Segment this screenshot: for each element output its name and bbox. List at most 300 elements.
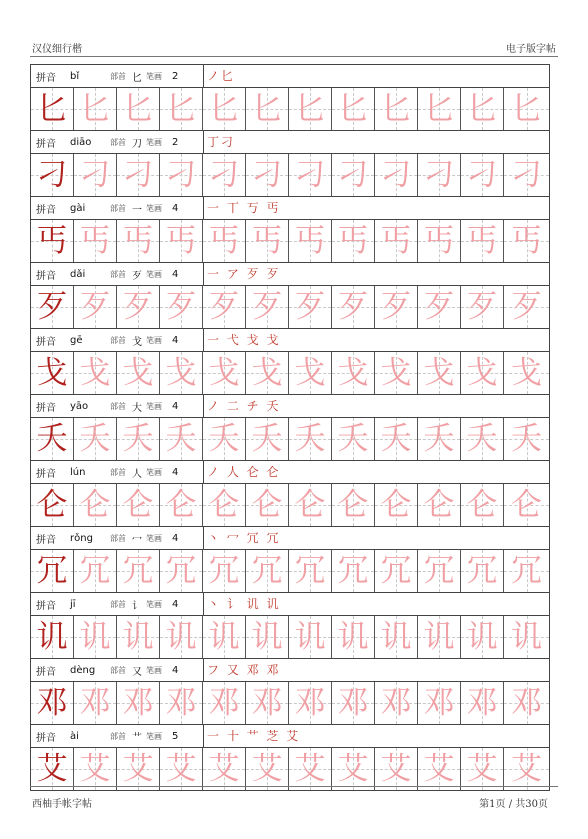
tracing-cell[interactable] <box>74 484 117 526</box>
tracing-character: 丐 <box>294 222 326 259</box>
pinyin-value: ài <box>70 730 79 742</box>
pinyin-value: gē <box>70 334 83 346</box>
model-character: 冗 <box>36 552 68 589</box>
tracing-cell[interactable] <box>289 550 332 592</box>
tracing-cell[interactable] <box>461 748 504 790</box>
tracing-character: 艾 <box>122 750 154 787</box>
radical-value: 戈 <box>132 336 142 348</box>
tracing-cell[interactable] <box>504 286 549 328</box>
stroke-count: 4 <box>172 268 179 280</box>
tracing-character: 邓 <box>466 684 498 721</box>
tracing-character: 丐 <box>122 222 154 259</box>
tracing-character: 刁 <box>380 156 412 193</box>
radical-value: 冖 <box>132 534 142 546</box>
tracing-character: 艾 <box>466 750 498 787</box>
strokes-label: 笔画 <box>146 401 162 411</box>
tracing-cell[interactable] <box>203 154 246 196</box>
tracing-character: 冗 <box>79 552 111 589</box>
tracing-character: 歹 <box>251 288 283 325</box>
tracing-cell[interactable] <box>418 220 461 262</box>
tracing-character: 歹 <box>79 288 111 325</box>
tracing-cell[interactable] <box>332 220 375 262</box>
tracing-cell[interactable] <box>203 220 246 262</box>
pinyin-label: 拼音 <box>36 666 56 678</box>
tracing-character: 匕 <box>337 90 369 127</box>
info-divider <box>203 725 204 747</box>
tracing-character: 夭 <box>294 420 326 457</box>
tracing-cell[interactable] <box>203 418 246 460</box>
tracing-character: 丐 <box>208 222 240 259</box>
practice-sheet <box>30 64 550 791</box>
tracing-cell[interactable] <box>160 748 203 790</box>
radical-label: 部首 <box>110 533 126 543</box>
character-entry <box>31 395 549 461</box>
radical-label: 部首 <box>110 71 126 81</box>
practice-grid-row <box>31 154 549 197</box>
header-divider <box>30 56 558 57</box>
tracing-cell[interactable] <box>418 88 461 130</box>
tracing-character: 仑 <box>294 486 326 523</box>
tracing-cell[interactable] <box>160 682 203 724</box>
tracing-cell[interactable] <box>375 352 418 394</box>
tracing-cell[interactable] <box>375 682 418 724</box>
tracing-cell[interactable] <box>246 748 289 790</box>
tracing-cell[interactable] <box>246 550 289 592</box>
tracing-character: 邓 <box>122 684 154 721</box>
tracing-cell[interactable] <box>160 352 203 394</box>
tracing-cell[interactable] <box>160 418 203 460</box>
tracing-cell[interactable] <box>203 352 246 394</box>
pinyin-label: 拼音 <box>36 402 56 414</box>
pinyin-label: 拼音 <box>36 336 56 348</box>
tracing-character: 邓 <box>165 684 197 721</box>
tracing-character: 歹 <box>466 288 498 325</box>
tracing-cell[interactable] <box>160 154 203 196</box>
stroke-order: フ 又 邓 邓 <box>207 663 281 677</box>
tracing-cell[interactable] <box>203 682 246 724</box>
practice-grid-row <box>31 418 549 461</box>
tracing-character: 仑 <box>380 486 412 523</box>
tracing-cell[interactable] <box>332 616 375 658</box>
character-entry <box>31 65 549 131</box>
strokes-label: 笔画 <box>146 335 162 345</box>
character-info-row <box>31 527 549 550</box>
tracing-character: 艾 <box>337 750 369 787</box>
tracing-character: 冗 <box>165 552 197 589</box>
tracing-character: 匕 <box>380 90 412 127</box>
pinyin-label: 拼音 <box>36 600 56 612</box>
tracing-cell[interactable] <box>117 286 160 328</box>
model-character-cell[interactable] <box>31 88 74 130</box>
tracing-character: 仑 <box>122 486 154 523</box>
stroke-order: ノ 二 チ 夭 <box>207 399 281 413</box>
tracing-cell[interactable] <box>160 484 203 526</box>
info-divider <box>203 263 204 285</box>
tracing-cell[interactable] <box>332 748 375 790</box>
tracing-cell[interactable] <box>418 418 461 460</box>
tracing-character: 冗 <box>122 552 154 589</box>
tracing-cell[interactable] <box>246 286 289 328</box>
tracing-cell[interactable] <box>74 286 117 328</box>
character-entry <box>31 263 549 329</box>
tracing-cell[interactable] <box>203 88 246 130</box>
tracing-cell[interactable] <box>117 154 160 196</box>
model-character-cell[interactable] <box>31 682 74 724</box>
model-character: 邓 <box>36 684 68 721</box>
model-character: 丐 <box>36 222 68 259</box>
pinyin-label: 拼音 <box>36 534 56 546</box>
tracing-character: 讥 <box>165 618 197 655</box>
tracing-cell[interactable] <box>246 220 289 262</box>
tracing-cell[interactable] <box>160 220 203 262</box>
tracing-cell[interactable] <box>117 682 160 724</box>
tracing-cell[interactable] <box>461 484 504 526</box>
tracing-cell[interactable] <box>289 682 332 724</box>
tracing-character: 刁 <box>423 156 455 193</box>
tracing-character: 戈 <box>122 354 154 391</box>
tracing-character: 冗 <box>208 552 240 589</box>
tracing-cell[interactable] <box>74 550 117 592</box>
character-entry <box>31 329 549 395</box>
tracing-cell[interactable] <box>418 484 461 526</box>
tracing-character: 艾 <box>423 750 455 787</box>
stroke-order: 一 丅 丂 丐 <box>207 201 281 215</box>
tracing-cell[interactable] <box>504 748 549 790</box>
tracing-character: 丐 <box>511 222 542 259</box>
tracing-cell[interactable] <box>203 550 246 592</box>
tracing-character: 歹 <box>337 288 369 325</box>
tracing-character: 匕 <box>208 90 240 127</box>
tracing-cell[interactable] <box>504 88 549 130</box>
tracing-character: 丐 <box>380 222 412 259</box>
model-character-cell[interactable] <box>31 352 74 394</box>
tracing-cell[interactable] <box>332 154 375 196</box>
tracing-cell[interactable] <box>375 484 418 526</box>
model-character-cell[interactable] <box>31 154 74 196</box>
character-info-row <box>31 659 549 682</box>
tracing-character: 邓 <box>294 684 326 721</box>
tracing-character: 刁 <box>466 156 498 193</box>
document-type: 电子版字帖 <box>506 44 556 55</box>
pinyin-value: dǎi <box>70 268 86 280</box>
model-character-cell[interactable] <box>31 550 74 592</box>
info-divider <box>203 131 204 153</box>
tracing-character: 丐 <box>165 222 197 259</box>
info-divider <box>203 461 204 483</box>
tracing-cell[interactable] <box>289 352 332 394</box>
tracing-cell[interactable] <box>289 286 332 328</box>
tracing-cell[interactable] <box>117 418 160 460</box>
tracing-cell[interactable] <box>375 550 418 592</box>
tracing-character: 夭 <box>423 420 455 457</box>
tracing-cell[interactable] <box>74 154 117 196</box>
info-divider <box>203 527 204 549</box>
tracing-character: 邓 <box>337 684 369 721</box>
radical-value: 匕 <box>132 72 142 84</box>
strokes-label: 笔画 <box>146 203 162 213</box>
page-indicator: 第1页 / 共30页 <box>479 799 548 810</box>
tracing-cell[interactable] <box>117 748 160 790</box>
stroke-order: 丶 讠 讥 讥 <box>207 597 281 611</box>
tracing-character: 艾 <box>380 750 412 787</box>
tracing-cell[interactable] <box>160 616 203 658</box>
tracing-cell[interactable] <box>246 616 289 658</box>
font-name: 汉仪细行楷 <box>32 44 82 55</box>
pinyin-value: bǐ <box>70 70 80 82</box>
tracing-character: 讥 <box>79 618 111 655</box>
stroke-order: 一 ア 歹 歹 <box>207 267 281 281</box>
model-character: 艾 <box>36 750 68 787</box>
tracing-character: 丐 <box>466 222 498 259</box>
tracing-cell[interactable] <box>461 682 504 724</box>
tracing-cell[interactable] <box>375 418 418 460</box>
info-divider <box>203 329 204 351</box>
tracing-cell[interactable] <box>332 484 375 526</box>
tracing-cell[interactable] <box>418 550 461 592</box>
info-divider <box>203 197 204 219</box>
character-entry <box>31 131 549 197</box>
model-character: 讥 <box>36 618 68 655</box>
tracing-cell[interactable] <box>375 88 418 130</box>
tracing-cell[interactable] <box>461 220 504 262</box>
character-info-row <box>31 395 549 418</box>
tracing-cell[interactable] <box>461 616 504 658</box>
strokes-label: 笔画 <box>146 137 162 147</box>
tracing-cell[interactable] <box>332 286 375 328</box>
tracing-cell[interactable] <box>375 616 418 658</box>
info-divider <box>203 659 204 681</box>
tracing-character: 匕 <box>165 90 197 127</box>
tracing-cell[interactable] <box>74 88 117 130</box>
tracing-cell[interactable] <box>246 88 289 130</box>
tracing-cell[interactable] <box>289 88 332 130</box>
info-divider <box>203 593 204 615</box>
tracing-cell[interactable] <box>74 418 117 460</box>
tracing-cell[interactable] <box>504 484 549 526</box>
tracing-cell[interactable] <box>160 550 203 592</box>
tracing-character: 匕 <box>466 90 498 127</box>
tracing-cell[interactable] <box>461 352 504 394</box>
tracing-cell[interactable] <box>375 748 418 790</box>
strokes-label: 笔画 <box>146 731 162 741</box>
model-character-cell[interactable] <box>31 220 74 262</box>
radical-value: 又 <box>132 666 142 678</box>
tracing-character: 刁 <box>251 156 283 193</box>
tracing-cell[interactable] <box>418 616 461 658</box>
tracing-cell[interactable] <box>74 220 117 262</box>
tracing-character: 戈 <box>165 354 197 391</box>
tracing-cell[interactable] <box>461 154 504 196</box>
character-info-row <box>31 725 549 748</box>
radical-label: 部首 <box>110 203 126 213</box>
tracing-character: 丐 <box>79 222 111 259</box>
tracing-character: 戈 <box>208 354 240 391</box>
practice-grid-row <box>31 616 549 659</box>
tracing-character: 讥 <box>466 618 498 655</box>
tracing-cell[interactable] <box>74 748 117 790</box>
pinyin-label: 拼音 <box>36 732 56 744</box>
tracing-character: 冗 <box>337 552 369 589</box>
radical-value: 一 <box>132 204 142 216</box>
tracing-cell[interactable] <box>461 550 504 592</box>
tracing-character: 歹 <box>208 288 240 325</box>
tracing-character: 冗 <box>251 552 283 589</box>
tracing-character: 冗 <box>380 552 412 589</box>
practice-grid-row <box>31 88 549 131</box>
tracing-character: 仑 <box>337 486 369 523</box>
pinyin-label: 拼音 <box>36 468 56 480</box>
tracing-cell[interactable] <box>289 748 332 790</box>
tracing-cell[interactable] <box>203 286 246 328</box>
pinyin-value: jī <box>70 598 76 610</box>
tracing-character: 邓 <box>208 684 240 721</box>
tracing-character: 冗 <box>423 552 455 589</box>
tracing-cell[interactable] <box>289 220 332 262</box>
tracing-cell[interactable] <box>375 154 418 196</box>
tracing-cell[interactable] <box>332 550 375 592</box>
tracing-character: 邓 <box>380 684 412 721</box>
tracing-cell[interactable] <box>504 616 549 658</box>
tracing-cell[interactable] <box>418 154 461 196</box>
stroke-order: 丁刁 <box>207 135 236 149</box>
practice-grid-row <box>31 352 549 395</box>
tracing-cell[interactable] <box>504 418 549 460</box>
tracing-character: 歹 <box>165 288 197 325</box>
tracing-cell[interactable] <box>332 682 375 724</box>
tracing-cell[interactable] <box>246 154 289 196</box>
tracing-cell[interactable] <box>504 154 549 196</box>
tracing-cell[interactable] <box>504 220 549 262</box>
tracing-cell[interactable] <box>289 154 332 196</box>
pinyin-value: lún <box>70 466 86 478</box>
stroke-order: ノ匕 <box>207 69 236 83</box>
tracing-cell[interactable] <box>246 484 289 526</box>
model-character-cell[interactable] <box>31 616 74 658</box>
tracing-cell[interactable] <box>504 352 549 394</box>
tracing-cell[interactable] <box>117 88 160 130</box>
tracing-cell[interactable] <box>203 616 246 658</box>
tracing-cell[interactable] <box>375 286 418 328</box>
tracing-cell[interactable] <box>418 286 461 328</box>
tracing-cell[interactable] <box>117 220 160 262</box>
tracing-cell[interactable] <box>289 484 332 526</box>
tracing-cell[interactable] <box>418 748 461 790</box>
radical-label: 部首 <box>110 467 126 477</box>
tracing-character: 戈 <box>423 354 455 391</box>
tracing-cell[interactable] <box>418 682 461 724</box>
radical-label: 部首 <box>110 599 126 609</box>
tracing-cell[interactable] <box>160 88 203 130</box>
model-character: 夭 <box>36 420 68 457</box>
tracing-cell[interactable] <box>117 352 160 394</box>
tracing-character: 艾 <box>294 750 326 787</box>
pinyin-label: 拼音 <box>36 138 56 150</box>
radical-value: 刀 <box>132 138 142 150</box>
strokes-label: 笔画 <box>146 533 162 543</box>
model-character-cell[interactable] <box>31 484 74 526</box>
tracing-cell[interactable] <box>332 352 375 394</box>
tracing-cell[interactable] <box>246 352 289 394</box>
tracing-character: 匕 <box>251 90 283 127</box>
tracing-cell[interactable] <box>418 352 461 394</box>
tracing-cell[interactable] <box>246 418 289 460</box>
tracing-character: 戈 <box>79 354 111 391</box>
model-character-cell[interactable] <box>31 286 74 328</box>
tracing-character: 夭 <box>251 420 283 457</box>
tracing-character: 歹 <box>294 288 326 325</box>
tracing-character: 夭 <box>466 420 498 457</box>
tracing-cell[interactable] <box>375 220 418 262</box>
character-info-row <box>31 65 549 88</box>
tracing-character: 匕 <box>122 90 154 127</box>
tracing-cell[interactable] <box>117 616 160 658</box>
character-entry <box>31 527 549 593</box>
pinyin-label: 拼音 <box>36 270 56 282</box>
stroke-order: 一 弋 戈 戈 <box>207 333 281 347</box>
tracing-cell[interactable] <box>461 88 504 130</box>
tracing-cell[interactable] <box>160 286 203 328</box>
pinyin-label: 拼音 <box>36 72 56 84</box>
tracing-character: 刁 <box>511 156 542 193</box>
tracing-character: 刁 <box>165 156 197 193</box>
radical-value: 讠 <box>132 600 142 612</box>
model-character: 匕 <box>36 90 68 127</box>
tracing-cell[interactable] <box>246 682 289 724</box>
tracing-cell[interactable] <box>461 286 504 328</box>
tracing-character: 夭 <box>511 420 542 457</box>
info-divider <box>203 65 204 87</box>
tracing-cell[interactable] <box>203 748 246 790</box>
tracing-cell[interactable] <box>117 484 160 526</box>
tracing-character: 戈 <box>511 354 542 391</box>
tracing-cell[interactable] <box>117 550 160 592</box>
pinyin-value: dèng <box>70 664 96 676</box>
strokes-label: 笔画 <box>146 665 162 675</box>
tracing-character: 艾 <box>511 750 542 787</box>
tracing-cell[interactable] <box>74 616 117 658</box>
tracing-cell[interactable] <box>74 352 117 394</box>
tracing-cell[interactable] <box>289 616 332 658</box>
tracing-character: 讥 <box>251 618 283 655</box>
tracing-character: 刁 <box>122 156 154 193</box>
radical-value: 艹 <box>132 732 142 744</box>
model-character-cell[interactable] <box>31 418 74 460</box>
tracing-cell[interactable] <box>74 682 117 724</box>
tracing-character: 仑 <box>79 486 111 523</box>
tracing-cell[interactable] <box>332 418 375 460</box>
tracing-character: 匕 <box>79 90 111 127</box>
tracing-character: 冗 <box>511 552 542 589</box>
practice-grid-row <box>31 748 549 791</box>
tracing-cell[interactable] <box>332 88 375 130</box>
tracing-character: 邓 <box>79 684 111 721</box>
stroke-order: ノ 人 仑 仑 <box>207 465 281 479</box>
tracing-character: 讥 <box>208 618 240 655</box>
stroke-count: 4 <box>172 400 179 412</box>
tracing-cell[interactable] <box>504 550 549 592</box>
tracing-cell[interactable] <box>504 682 549 724</box>
tracing-cell[interactable] <box>203 484 246 526</box>
tracing-character: 讥 <box>423 618 455 655</box>
tracing-cell[interactable] <box>289 418 332 460</box>
model-character-cell[interactable] <box>31 748 74 790</box>
stroke-count: 2 <box>172 70 179 82</box>
character-info-row <box>31 197 549 220</box>
tracing-character: 戈 <box>294 354 326 391</box>
character-entry <box>31 725 549 791</box>
character-entry <box>31 593 549 659</box>
tracing-cell[interactable] <box>461 418 504 460</box>
